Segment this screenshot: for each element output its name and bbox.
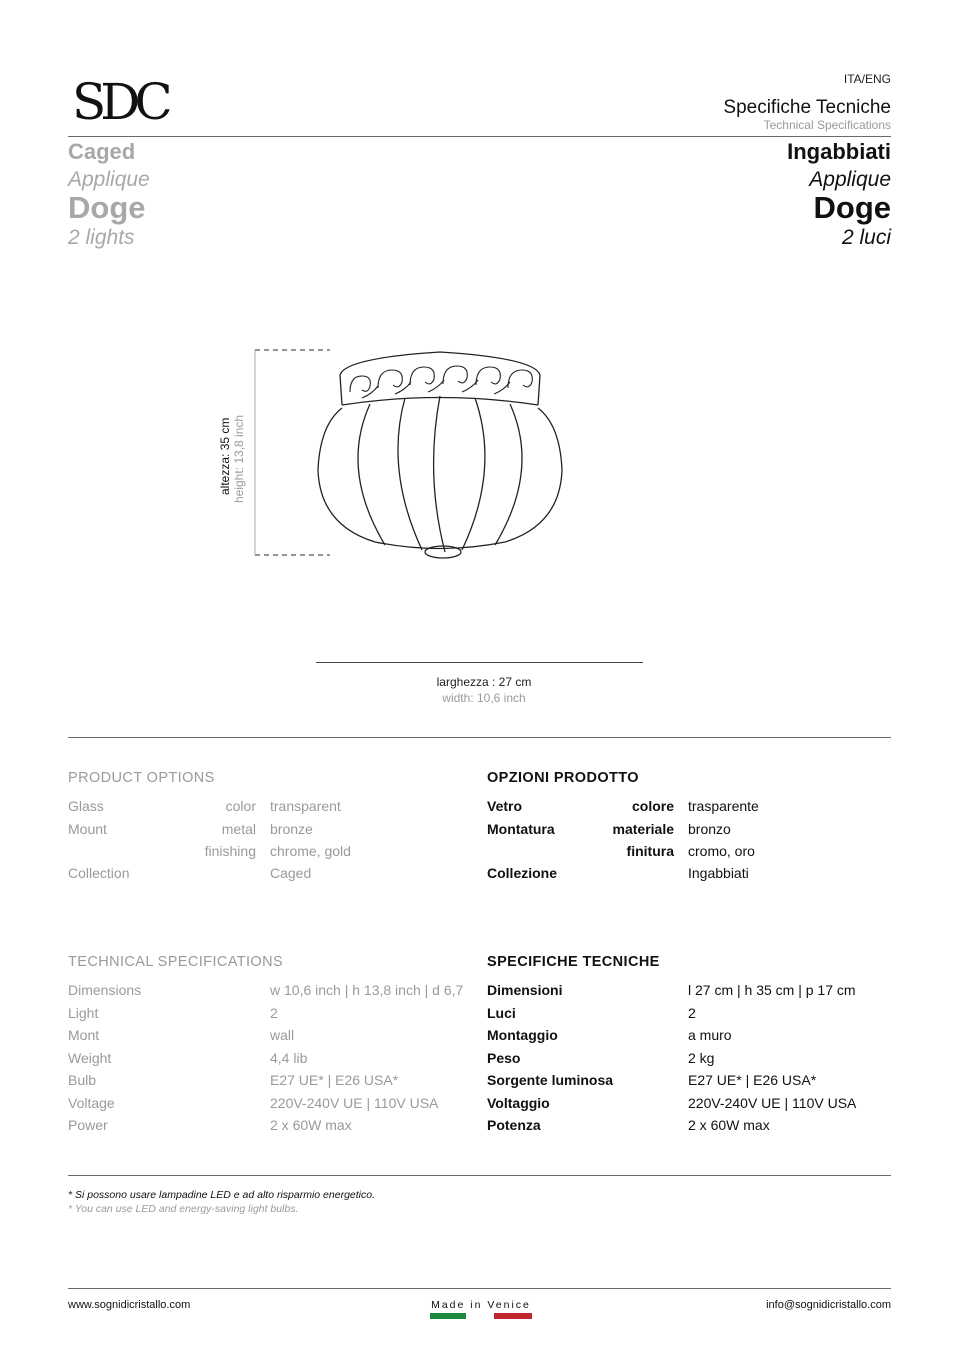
- option-label: Mount: [68, 821, 107, 837]
- option-key: materiale: [612, 821, 674, 837]
- spec-label: Voltaggio: [487, 1095, 550, 1111]
- option-value: bronzo: [688, 821, 731, 837]
- spec-value: 4,4 lib: [270, 1050, 308, 1066]
- option-label: Montatura: [487, 821, 555, 837]
- spec-value: 2: [688, 1005, 696, 1021]
- spec-label: Sorgente luminosa: [487, 1072, 614, 1088]
- flag-green-stripe: [430, 1313, 466, 1319]
- option-key: colore: [631, 798, 674, 814]
- website-link[interactable]: www.sognidicristallo.com: [68, 1299, 191, 1311]
- spec-value: 2 kg: [688, 1050, 715, 1066]
- tech-specs-title-en: TECHNICAL SPECIFICATIONS: [68, 954, 284, 970]
- option-value: chrome, gold: [270, 843, 351, 859]
- spec-value: 220V-240V UE | 110V USA: [270, 1095, 439, 1111]
- flag-red-stripe: [494, 1313, 532, 1319]
- spec-value: l 27 cm | h 35 cm | p 17 cm: [688, 982, 856, 998]
- spec-label: Weight: [68, 1050, 112, 1066]
- made-in-venice-label: Made in Venice: [431, 1299, 531, 1311]
- spec-value: w 10,6 inch | h 13,8 inch | d 6,7: [270, 982, 464, 998]
- collection-name-en: Caged: [68, 139, 136, 164]
- option-label: Glass: [68, 798, 104, 814]
- option-value: Caged: [270, 865, 312, 881]
- height-label-it: altezza: 35 cm: [218, 417, 232, 495]
- spec-value: E27 UE* | E26 USA*: [688, 1072, 817, 1088]
- product-type-en: Applique: [68, 168, 150, 191]
- spec-value: 2 x 60W max: [688, 1117, 770, 1133]
- header-divider: [68, 136, 891, 137]
- spec-label: Power: [68, 1117, 108, 1133]
- product-options-title-it: OPZIONI PRODOTTO: [487, 770, 639, 786]
- footnote-en: * You can use LED and energy-saving light bulbs.: [68, 1203, 299, 1215]
- spec-title: Specifiche Tecniche: [723, 97, 891, 118]
- option-value: cromo, oro: [688, 843, 755, 859]
- spec-value: 2 x 60W max: [270, 1117, 352, 1133]
- option-value: Ingabbiati: [688, 865, 749, 881]
- section-divider: [68, 737, 891, 738]
- footer-divider: [68, 1288, 891, 1289]
- option-key: color: [225, 798, 256, 814]
- spec-label: Dimensions: [68, 982, 142, 998]
- option-label: Collection: [68, 865, 130, 881]
- product-name-en: Doge: [68, 190, 146, 225]
- height-label-en: height: 13,8 inch: [232, 414, 246, 503]
- option-key: finishing: [204, 843, 256, 859]
- option-key: metal: [221, 821, 256, 837]
- width-label-it: larghezza : 27 cm: [436, 675, 532, 689]
- height-dimension: [212, 405, 252, 505]
- spec-subtitle: Technical Specifications: [763, 118, 891, 132]
- logo-lettering: SDC: [72, 73, 167, 131]
- option-label: Collezione: [487, 865, 558, 881]
- spec-label: Montaggio: [487, 1027, 558, 1043]
- product-options-title-en: PRODUCT OPTIONS: [68, 770, 215, 786]
- language-label: ITA/ENG: [843, 72, 891, 86]
- width-dimension-line: [316, 662, 643, 663]
- footnote-it: * Si possono usare lampadine LED e ad alto risparmio energetico.: [68, 1189, 376, 1201]
- brand-logo: [72, 72, 172, 134]
- footnote-divider: [68, 1175, 891, 1176]
- spec-value: a muro: [688, 1027, 732, 1043]
- spec-label: Dimensioni: [487, 982, 563, 998]
- option-value: trasparente: [688, 798, 759, 814]
- width-label-en: width: 10,6 inch: [442, 691, 526, 705]
- spec-value: 2: [270, 1005, 278, 1021]
- spec-label: Luci: [487, 1005, 516, 1021]
- email-link[interactable]: info@sognidicristallo.com: [766, 1299, 891, 1311]
- tech-specs-title-it: SPECIFICHE TECNICHE: [487, 954, 660, 970]
- spec-value: E27 UE* | E26 USA*: [270, 1072, 399, 1088]
- product-heading-en: [68, 138, 150, 253]
- spec-label: Mont: [68, 1027, 100, 1043]
- lights-count-it: 2 luci: [841, 226, 891, 249]
- spec-label: Voltage: [68, 1095, 115, 1111]
- collection-name-it: Ingabbiati: [787, 139, 891, 164]
- spec-label: Potenza: [487, 1117, 541, 1133]
- product-type-it: Applique: [809, 168, 891, 191]
- lamp-drawing: [200, 330, 680, 580]
- option-value: transparent: [270, 798, 341, 814]
- product-name-it: Doge: [813, 190, 891, 225]
- product-heading-it: [787, 138, 891, 253]
- spec-label: Light: [68, 1005, 99, 1021]
- spec-label: Bulb: [68, 1072, 97, 1088]
- lights-count-en: 2 lights: [68, 226, 135, 249]
- spec-label: Peso: [487, 1050, 521, 1066]
- spec-value: 220V-240V UE | 110V USA: [688, 1095, 857, 1111]
- spec-value: wall: [270, 1027, 295, 1043]
- option-key: finitura: [626, 843, 674, 859]
- option-label: Vetro: [487, 798, 523, 814]
- option-value: bronze: [270, 821, 313, 837]
